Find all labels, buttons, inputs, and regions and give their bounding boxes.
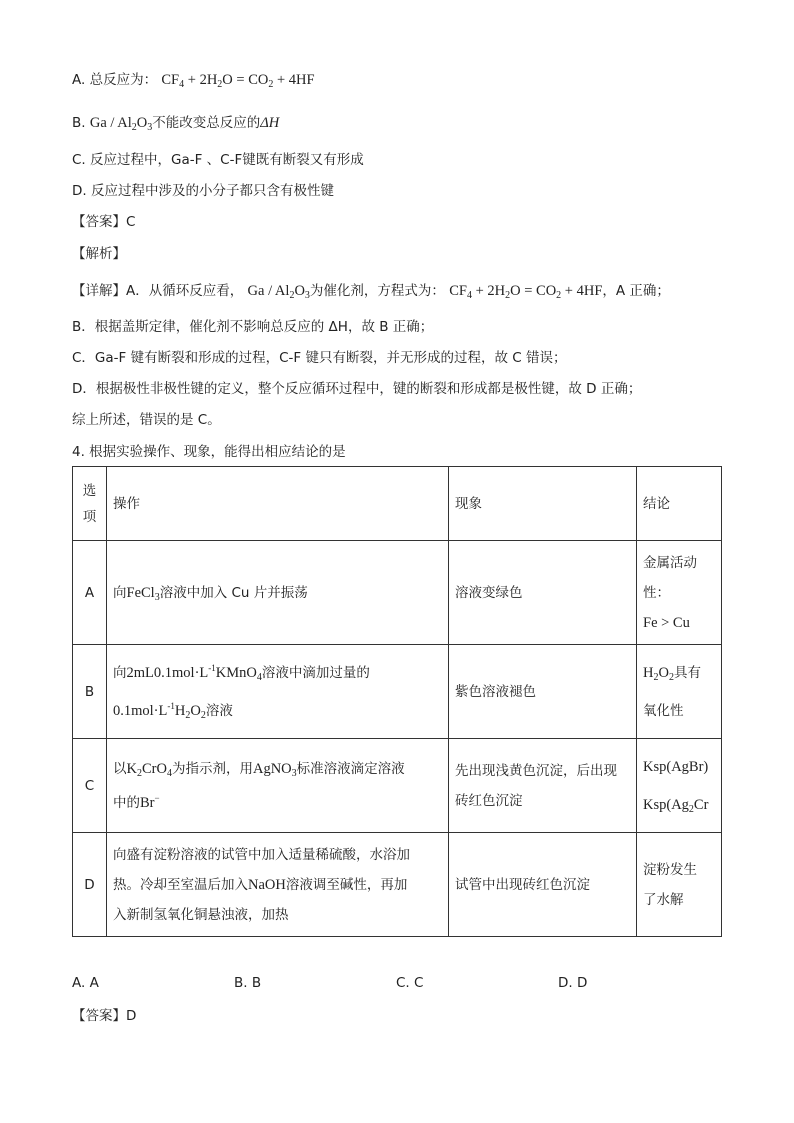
choice-c[interactable]: C. C (396, 975, 424, 991)
row-b-operation (107, 645, 449, 739)
row-b-conclusion-1-text: 具有 (673, 664, 701, 681)
header-option-1: 选 (82, 482, 97, 499)
row-a-operation (107, 541, 449, 645)
choice-d[interactable]: D. D (558, 975, 588, 991)
experiment-table (72, 466, 722, 937)
row-b-operation-line-2 (113, 692, 442, 730)
row-c-conclusion-1: Ksp(AgBr) (643, 758, 709, 775)
detail-line-4: D．根据极性非极性键的定义，整个反应循环过程中，键的断裂和形成都是极性键，故 D 正确； (72, 381, 642, 397)
row-d-op2-formula: NaOH (248, 876, 286, 893)
choice-a[interactable]: A. A (72, 975, 99, 991)
row-c-option: C (73, 739, 107, 833)
row-d-conclusion-2: 了水解 (643, 891, 684, 908)
row-a-conclusion-2: 性： (643, 584, 670, 601)
option-a-prefix: A. 总反应为： (72, 72, 158, 88)
detail-catalyst: Ga / $Al_2O_3$ (247, 283, 310, 301)
row-d-conclusion (637, 833, 722, 937)
row-a-operation-b: 溶液中加入 Cu 片并振荡 (159, 584, 308, 601)
analysis-label: 【解析】 (72, 246, 126, 262)
table-row (73, 739, 722, 833)
row-c-conclusion (637, 739, 722, 833)
row-b-option: B (73, 645, 107, 739)
detail-line-1 (72, 281, 670, 301)
answer-value: C (126, 214, 136, 230)
detail-line-2: B．根据盖斯定律，催化剂不影响总反应的 ΔH，故 B 正确； (72, 319, 434, 335)
table-row (73, 541, 722, 645)
row-c-op1-formula2: AgNO$_3$ (252, 760, 297, 779)
row-d-option: D (73, 833, 107, 937)
row-a-option: A (73, 541, 107, 645)
table-header-row (73, 467, 722, 541)
option-b-prefix: B. (72, 115, 90, 131)
row-c-op1-formula1: $K_2CrO_4$ (126, 760, 172, 779)
row-a-conclusion (637, 541, 722, 645)
row-c-op2-a: 中的 (113, 794, 140, 811)
row-a-conclusion-3: Fe > Cu (643, 614, 690, 631)
detail-line-5: 综上所述，错误的是 C。 (72, 412, 221, 428)
row-c-phenomenon-1: 先出现浅黄色沉淀，后出现 (455, 762, 617, 779)
row-c-phenomenon (449, 739, 637, 833)
row-c-operation (107, 739, 449, 833)
question-4-stem: 4. 根据实验操作、现象，能得出相应结论的是 (72, 444, 346, 460)
header-option (73, 467, 107, 541)
row-b-operation-line-1 (113, 654, 442, 692)
detail-line-1-a: A．从循环反应看， (126, 283, 244, 299)
row-d-operation-2 (113, 870, 442, 900)
header-conclusion: 结论 (637, 467, 722, 541)
option-b-catalyst: Ga / $Al_2O_3$ (89, 115, 153, 133)
detail-line-3: C．Ga-F 键有断裂和形成的过程，C-F 键只有断裂，并无形成的过程，故 C 错误； (72, 350, 567, 366)
row-b-conclusion (637, 645, 722, 739)
row-c-operation-line-1 (113, 752, 442, 786)
row-b-op2-formula: $0.1mol\cdot L^{-1}H_2O_2$ (113, 700, 206, 721)
row-b-op1-formula: $2mL0.1mol\cdot L^{-1}KMnO_4$ (126, 662, 262, 683)
option-b-delta: ΔH (260, 115, 280, 131)
row-c-conclusion-2: $Ksp(Ag_2Cr$ (643, 796, 709, 815)
row-a-phenomenon: 溶液变绿色 (449, 541, 637, 645)
row-d-phenomenon: 试管中出现砖红色沉淀 (449, 833, 637, 937)
row-a-formula: FeCl$_3$ (126, 584, 160, 603)
row-c-phenomenon-2: 砖红色沉淀 (455, 792, 523, 809)
row-b-op1-b: 溶液中滴加过量的 (261, 664, 370, 681)
table-row (73, 645, 722, 739)
row-d-operation (107, 833, 449, 937)
answer-q4 (72, 1006, 136, 1026)
option-d: D. 反应过程中涉及的小分子都只含有极性键 (72, 183, 334, 199)
row-a-operation-a: 向 (113, 584, 127, 601)
option-b-text: 不能改变总反应的 (152, 115, 261, 131)
detail-formula: $CF_4 + 2H_2O = CO_2 + 4HF$ (449, 283, 603, 301)
choice-b[interactable]: B. B (234, 975, 262, 991)
row-d-operation-1: 向盛有淀粉溶液的试管中加入适量稀硫酸，水浴加 (113, 846, 410, 863)
row-c-op1-b: 为指示剂，用 (171, 760, 253, 777)
answer-q4-label: 【答案】 (72, 1008, 126, 1024)
header-option-2: 项 (82, 508, 97, 525)
header-phenomenon: 现象 (449, 467, 637, 541)
detail-label: 【详解】 (72, 283, 126, 299)
row-b-phenomenon: 紫色溶液褪色 (449, 645, 637, 739)
table-row (73, 833, 722, 937)
detail-line-1-b: 为催化剂，方程式为： (309, 283, 445, 299)
row-d-op2-b: 溶液调至碱性，再加 (285, 876, 408, 893)
option-a-formula: $CF_4 + 2H_2O = CO_2 + 4HF$ (161, 72, 315, 90)
row-d-operation-3: 入新制氢氧化铜悬浊液，加热 (113, 906, 289, 923)
row-d-op2-a: 热。冷却至室温后加入 (113, 876, 248, 893)
option-a (72, 70, 315, 90)
row-d-conclusion-1: 淀粉发生 (643, 861, 697, 878)
answer-label: 【答案】 (72, 214, 126, 230)
row-c-op1-c: 标准溶液滴定溶液 (296, 760, 405, 777)
row-b-conclusion-1 (643, 654, 715, 692)
row-b-conclusion-2: 氧化性 (643, 702, 684, 719)
option-c: C. 反应过程中，Ga-F 、C-F键既有断裂又有形成 (72, 152, 364, 168)
detail-line-1-c: ，A 正确； (602, 283, 670, 299)
row-c-operation-line-2 (113, 786, 442, 820)
row-c-op1-a: 以 (113, 760, 127, 777)
option-b (72, 113, 279, 133)
answer-q3 (72, 212, 135, 232)
answer-choices (0, 975, 794, 995)
row-a-conclusion-1: 金属活动 (643, 554, 697, 571)
header-operation: 操作 (107, 467, 449, 541)
answer-q4-value: D (126, 1008, 137, 1024)
row-b-op1-a: 向 (113, 664, 127, 681)
row-b-op2-b: 溶液 (205, 702, 233, 719)
row-c-op2-formula: Br− (140, 792, 160, 811)
row-b-conclusion-formula: $H_2O_2$ (643, 664, 674, 683)
